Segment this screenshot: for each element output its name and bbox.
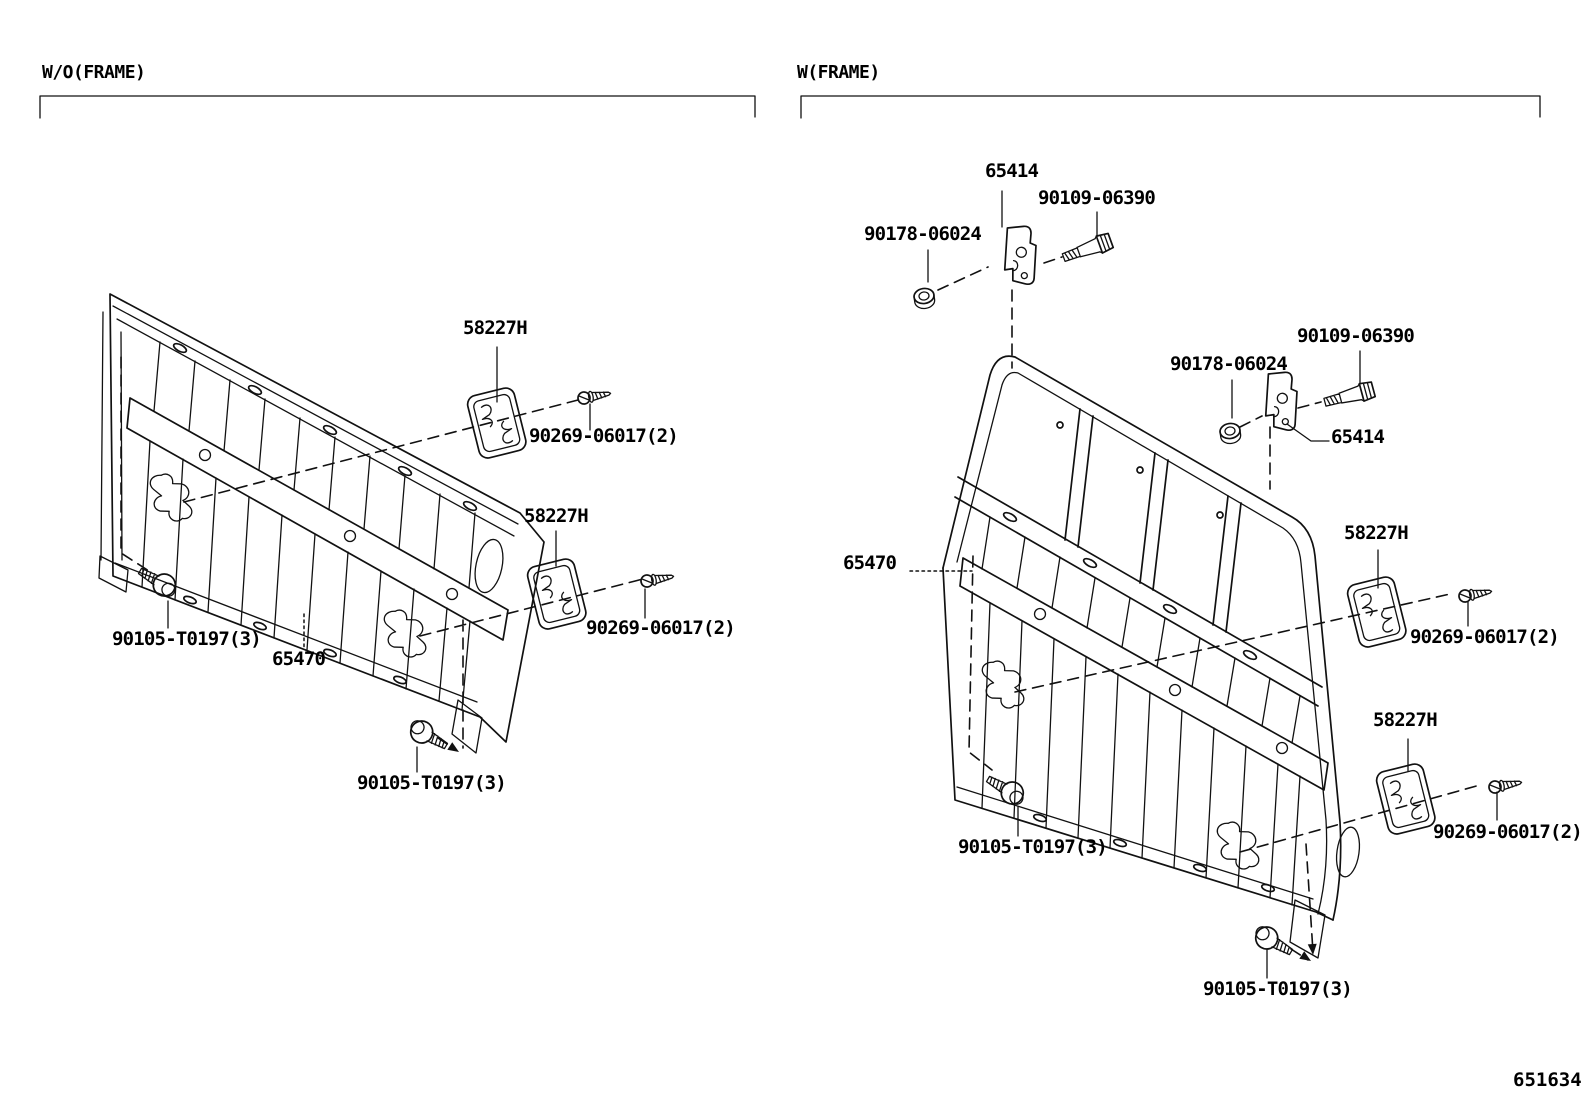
part-label-65414-right-mid[interactable]: 65414 [1331, 426, 1385, 448]
panel-cutout [139, 469, 202, 527]
screw-90269-drawing [1488, 776, 1523, 794]
bolt-90109-drawing [1323, 381, 1376, 411]
part-label-90269-right-lower[interactable]: 90269-06017(2) [1433, 821, 1582, 843]
right-section-header: W(FRAME) [797, 62, 880, 83]
screw-90269-drawing [640, 570, 675, 588]
part-label-58227h-right-lower[interactable]: 58227H [1373, 709, 1437, 731]
part-label-58227h-left-upper[interactable]: 58227H [463, 317, 527, 339]
part-label-90178-right-mid[interactable]: 90178-06024 [1170, 353, 1288, 375]
left-section-bracket [40, 96, 755, 118]
screw-90269-drawing [577, 387, 612, 405]
part-label-90105-left-bottom[interactable]: 90105-T0197(3) [357, 772, 506, 794]
plate-58227h-drawing [526, 557, 588, 631]
part-label-58227h-left-lower[interactable]: 58227H [524, 505, 588, 527]
panel-65470-drawing-right [943, 353, 1362, 958]
part-label-90105-right-side[interactable]: 90105-T0197(3) [958, 836, 1107, 858]
left-section-header: W/O(FRAME) [42, 62, 146, 83]
screw-90269-drawing [1458, 585, 1493, 603]
part-label-58227h-right-upper[interactable]: 58227H [1344, 522, 1408, 544]
part-label-90269-left-lower[interactable]: 90269-06017(2) [586, 617, 735, 639]
bolt-90109-drawing [1061, 232, 1114, 266]
part-label-90105-right-bottom[interactable]: 90105-T0197(3) [1203, 978, 1352, 1000]
part-label-65470-left[interactable]: 65470 [272, 648, 326, 670]
panel-cutout [971, 656, 1034, 714]
bracket-65414-drawing [1264, 371, 1300, 431]
panel-65470-drawing-left [99, 294, 544, 753]
part-label-90105-left-side[interactable]: 90105-T0197(3) [112, 628, 261, 650]
part-label-90269-right-upper[interactable]: 90269-06017(2) [1410, 626, 1559, 648]
part-label-90109-right-upper[interactable]: 90109-06390 [1038, 187, 1156, 209]
part-label-65414-right-upper[interactable]: 65414 [985, 160, 1039, 182]
label-leader-lines [168, 187, 1497, 978]
bolt-90105-drawing [135, 561, 181, 600]
plate-58227h-drawing [1375, 762, 1437, 836]
part-label-90178-right-upper[interactable]: 90178-06024 [864, 223, 982, 245]
part-label-65470-right[interactable]: 65470 [843, 552, 897, 574]
part-label-90269-left-upper[interactable]: 90269-06017(2) [529, 425, 678, 447]
figure-number: 651634 [1513, 1069, 1582, 1091]
nut-90178-drawing [1219, 422, 1242, 445]
bracket-65414-drawing [1003, 225, 1039, 285]
part-label-90109-right-mid[interactable]: 90109-06390 [1297, 325, 1415, 347]
bolt-90105-drawing [405, 716, 451, 755]
plate-58227h-drawing [1346, 575, 1408, 649]
nut-90178-drawing [913, 287, 936, 310]
right-section-bracket [801, 96, 1540, 118]
